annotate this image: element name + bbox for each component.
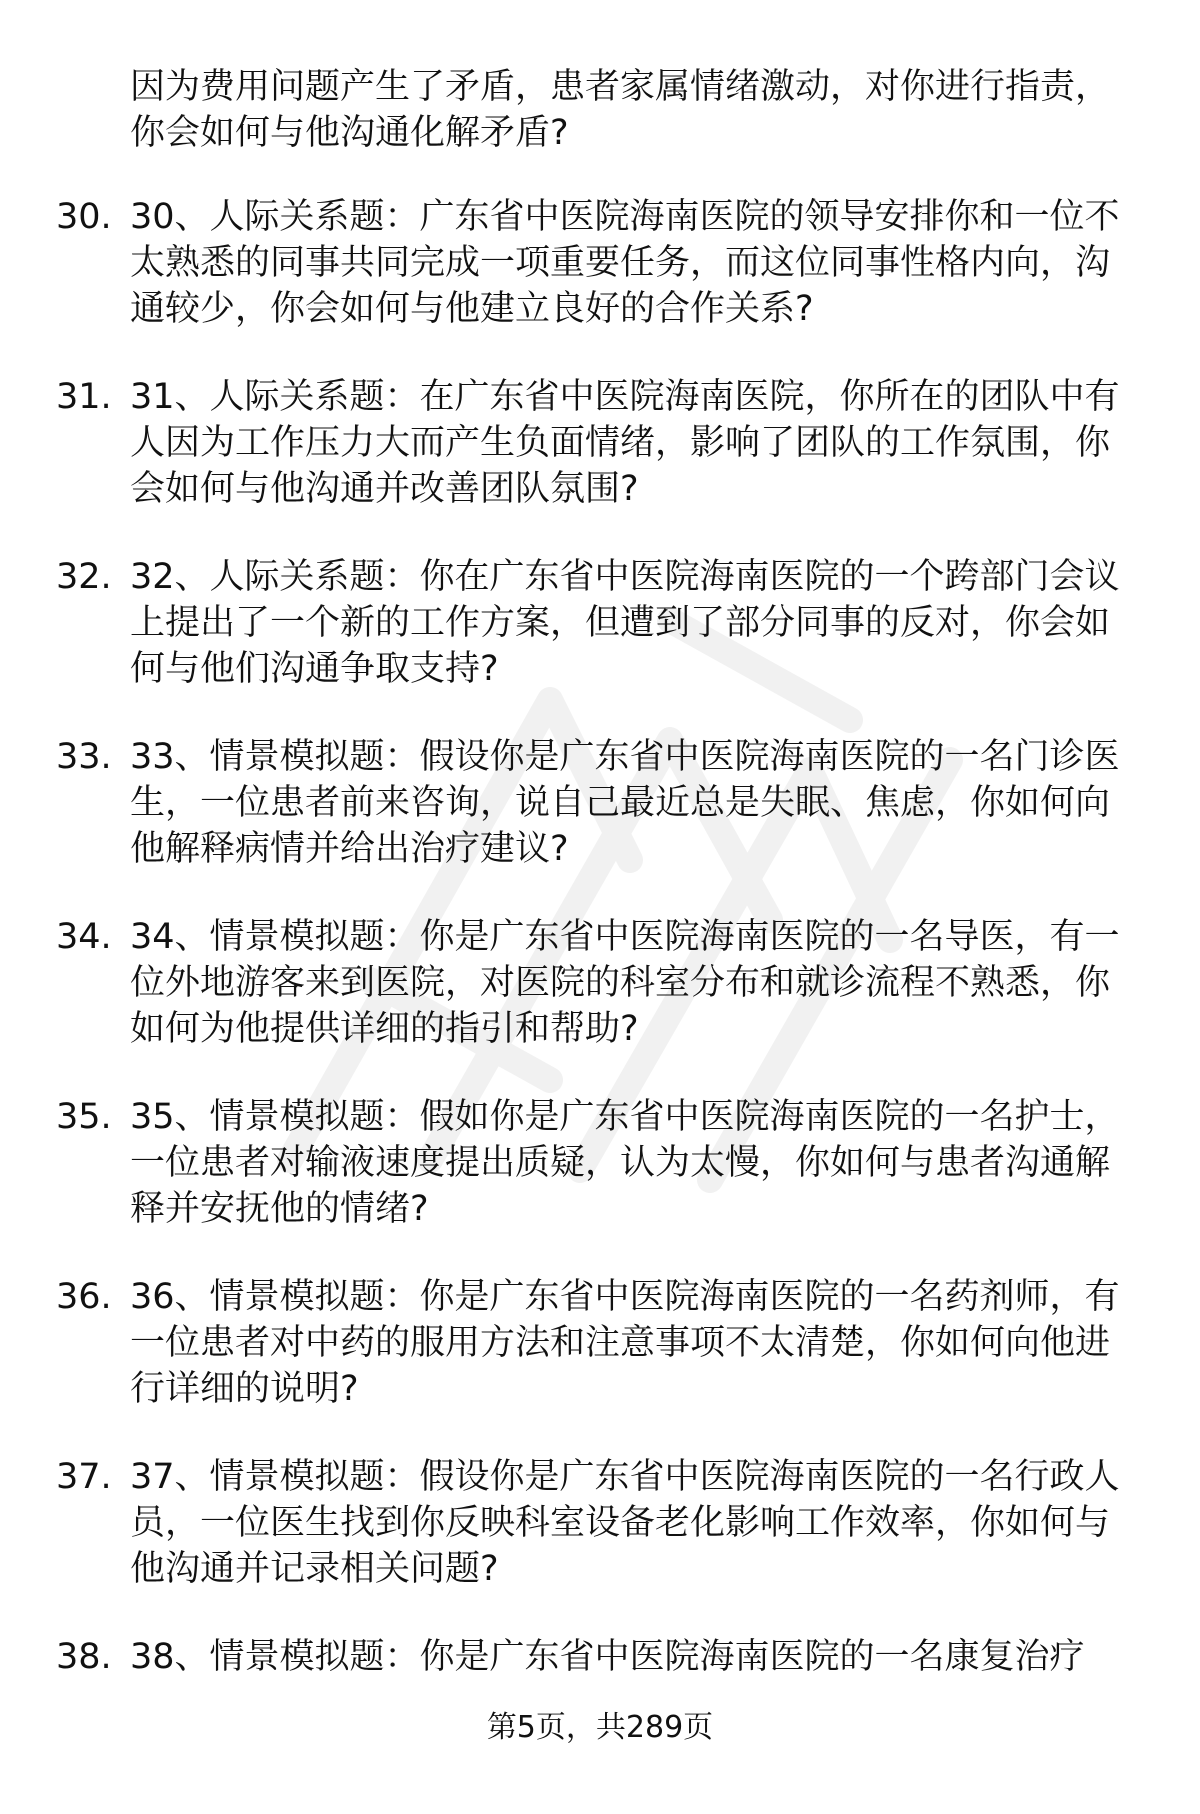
page-footer: 第5页，共289页 <box>486 1710 714 1745</box>
question-number: 36. <box>56 1277 112 1317</box>
question-item <box>0 374 1200 554</box>
question-text: 30、人际关系题：广东省中医院海南医院的领导安排你和一位不 太熟悉的同事共同完成一项重要任务，而这位同事性格内向，沟 通较少，你会如何与他建立良好的合作关系? <box>130 197 1120 329</box>
continued-question-text: 因为费用问题产生了矛盾，患者家属情绪激动，对你进行指责， 你会如何与他沟通化解矛盾? <box>130 67 1111 153</box>
question-item <box>0 1454 1200 1634</box>
question-text: 38、情景模拟题：你是广东省中医院海南医院的一名康复治疗 <box>130 1637 1085 1677</box>
question-text: 31、人际关系题：在广东省中医院海南医院，你所在的团队中有 人因为工作压力大而产生负面情绪，影响了团队的工作氛围，你 会如何与他沟通并改善团队氛围? <box>130 377 1120 509</box>
question-item <box>0 194 1200 374</box>
question-number: 32. <box>56 557 112 597</box>
question-item <box>0 554 1200 734</box>
question-number: 31. <box>56 377 112 417</box>
question-number: 35. <box>56 1097 112 1137</box>
question-number: 37. <box>56 1457 112 1497</box>
question-item <box>0 914 1200 1094</box>
question-text: 35、情景模拟题：假如你是广东省中医院海南医院的一名护士， 一位患者对输液速度提出质疑，认为太慢，你如何与患者沟通解 释并安抚他的情绪? <box>130 1097 1120 1229</box>
question-number: 33. <box>56 737 112 777</box>
question-number: 38. <box>56 1637 112 1677</box>
question-text: 37、情景模拟题：假设你是广东省中医院海南医院的一名行政人 员，一位医生找到你反映科室设备老化影响工作效率，你如何与 他沟通并记录相关问题? <box>130 1457 1120 1589</box>
question-number: 30. <box>56 197 112 237</box>
question-text: 32、人际关系题：你在广东省中医院海南医院的一个跨部门会议 上提出了一个新的工作方案，但遭到了部分同事的反对，你会如 何与他们沟通争取支持? <box>130 557 1120 689</box>
question-text: 34、情景模拟题：你是广东省中医院海南医院的一名导医，有一 位外地游客来到医院，对医院的科室分布和就诊流程不熟悉，你 如何为他提供详细的指引和帮助? <box>130 917 1120 1049</box>
question-number: 34. <box>56 917 112 957</box>
question-text: 36、情景模拟题：你是广东省中医院海南医院的一名药剂师，有 一位患者对中药的服用方法和注意事项不太清楚，你如何向他进 行详细的说明? <box>130 1277 1120 1409</box>
question-item <box>0 734 1200 914</box>
question-text: 33、情景模拟题：假设你是广东省中医院海南医院的一名门诊医 生，一位患者前来咨询，说自己最近总是失眠、焦虑，你如何向 他解释病情并给出治疗建议? <box>130 737 1120 869</box>
question-item <box>0 1274 1200 1454</box>
question-list <box>0 194 1200 1814</box>
question-item <box>0 1094 1200 1274</box>
